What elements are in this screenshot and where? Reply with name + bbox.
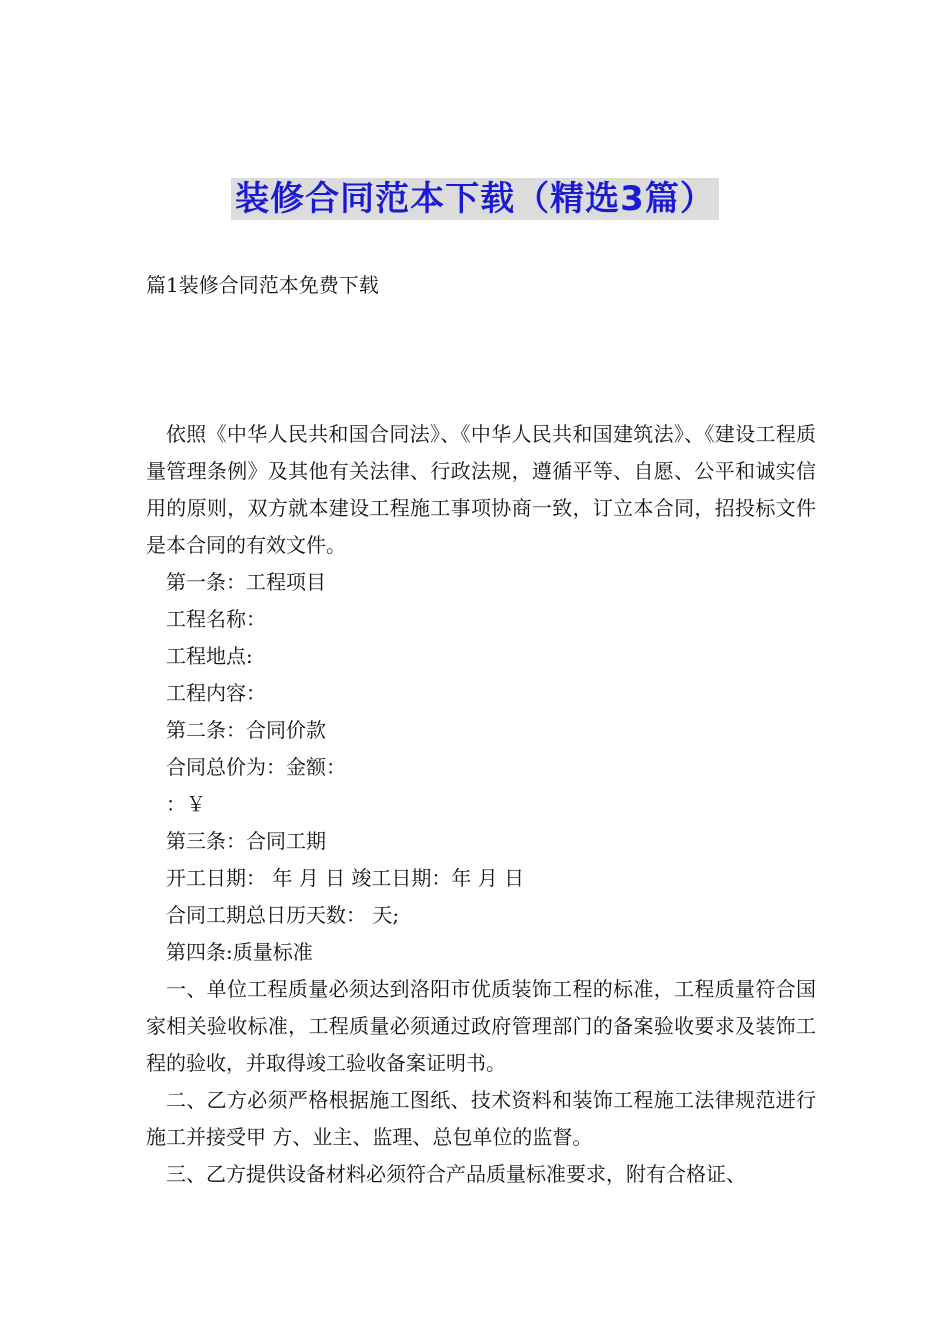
dates-line: 开工日期： 年 月 日 竣工日期：年 月 日 — [166, 866, 525, 890]
total-price-line: 合同总价为：金额： — [166, 755, 346, 779]
project-location-line: 工程地点: — [166, 644, 253, 668]
article3-title: 第三条：合同工期 — [166, 829, 326, 853]
article1-title: 第一条：工程项目 — [166, 570, 326, 594]
project-name-line: 工程名称： — [166, 607, 266, 631]
document-title: 装修合同范本下载（精选3篇） — [231, 178, 719, 220]
article4-title: 第四条:质量标准 — [166, 940, 313, 964]
total-days-line: 合同工期总日历天数： 天; — [166, 903, 400, 927]
document-body — [146, 416, 816, 1193]
currency-line: ：￥ — [166, 792, 206, 816]
intro-paragraph: 依照《中华人民共和国合同法》、《中华人民共和国建筑法》、《建设工程质量管理条例》及其他有关法律、行政法规，遵循平等、自愿、公平和诚实信用的原则，双方就本建设工程施工事项协商一致，订立本合同，招投标文件是本合同的有效文件。 — [146, 422, 816, 557]
section-heading: 篇1装修合同范本免费下载 — [146, 273, 379, 297]
article2-title: 第二条：合同价款 — [166, 718, 326, 742]
title-container — [0, 178, 950, 220]
project-content-line: 工程内容： — [166, 681, 266, 705]
clause-3: 三、乙方提供设备材料必须符合产品质量标准要求，附有合格证、 — [166, 1162, 746, 1186]
clause-2: 二、乙方必须严格根据施工图纸、技术资料和装饰工程施工法律规范进行施工并接受甲 方、业主、监理、总包单位的监督。 — [146, 1088, 816, 1149]
clause-1: 一、单位工程质量必须达到洛阳市优质装饰工程的标准，工程质量符合国家相关验收标准，工程质量必须通过政府管理部门的备案验收要求及装饰工程的验收，并取得竣工验收备案证明书。 — [146, 977, 816, 1075]
